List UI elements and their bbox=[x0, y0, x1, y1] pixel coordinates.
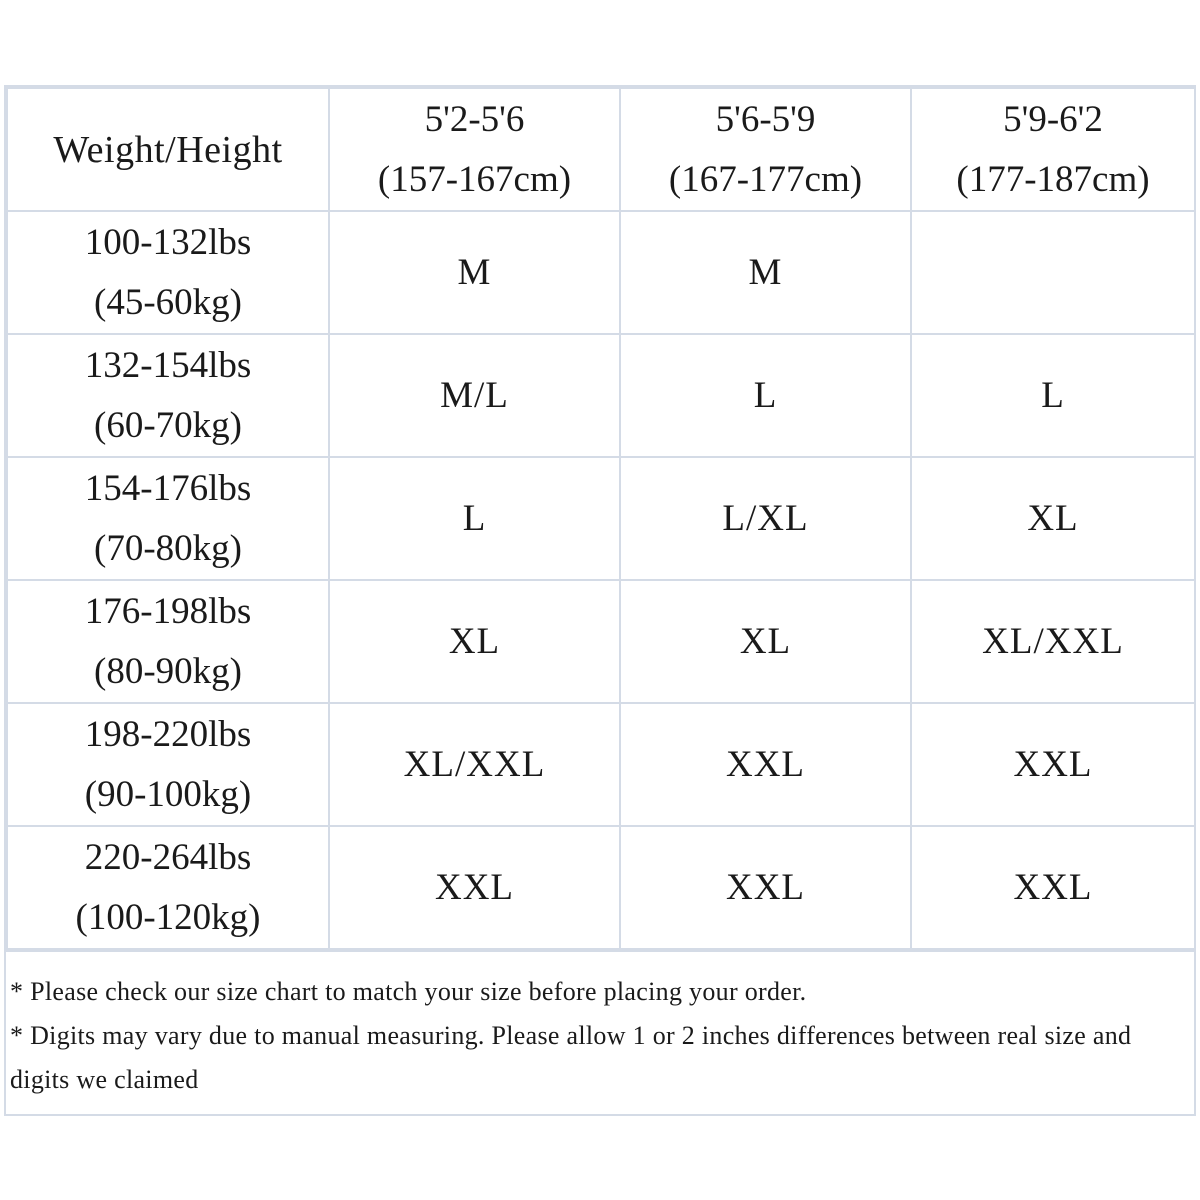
height-ft: 5'2-5'6 bbox=[424, 98, 525, 140]
size-cell: L bbox=[329, 457, 620, 580]
weight-kg: (45-60kg) bbox=[94, 281, 242, 323]
weight-lbs: 154-176lbs bbox=[84, 467, 252, 509]
weight-kg: (70-80kg) bbox=[94, 527, 242, 569]
size-cell: M bbox=[620, 211, 911, 334]
note-measurement: * Digits may vary due to manual measuring. Please allow 1 or 2 inches differences between real size and digits we claimed bbox=[10, 1021, 1132, 1094]
size-cell: XXL bbox=[329, 826, 620, 949]
table-row bbox=[7, 826, 1195, 949]
row-header bbox=[7, 703, 329, 826]
size-cell: XXL bbox=[911, 703, 1195, 826]
row-header bbox=[7, 334, 329, 457]
weight-lbs: 176-198lbs bbox=[84, 590, 252, 632]
weight-kg: (60-70kg) bbox=[94, 404, 242, 446]
size-cell: XXL bbox=[911, 826, 1195, 949]
weight-lbs: 198-220lbs bbox=[84, 713, 252, 755]
size-cell: XL bbox=[911, 457, 1195, 580]
height-cm: (177-187cm) bbox=[956, 158, 1150, 200]
column-header bbox=[620, 88, 911, 211]
size-cell: XL/XXL bbox=[329, 703, 620, 826]
table-row bbox=[7, 457, 1195, 580]
size-cell bbox=[911, 211, 1195, 334]
size-cell: XXL bbox=[620, 826, 911, 949]
table-row bbox=[7, 703, 1195, 826]
weight-lbs: 100-132lbs bbox=[84, 221, 252, 263]
weight-kg: (100-120kg) bbox=[75, 896, 261, 938]
weight-lbs: 132-154lbs bbox=[84, 344, 252, 386]
size-table bbox=[6, 87, 1196, 950]
size-cell: L/XL bbox=[620, 457, 911, 580]
size-cell: M/L bbox=[329, 334, 620, 457]
size-cell: XL bbox=[620, 580, 911, 703]
size-cell: L bbox=[911, 334, 1195, 457]
notes bbox=[6, 950, 1194, 1114]
size-cell: XL bbox=[329, 580, 620, 703]
size-cell: M bbox=[329, 211, 620, 334]
weight-kg: (80-90kg) bbox=[94, 650, 242, 692]
row-header bbox=[7, 826, 329, 949]
header-row bbox=[7, 88, 1195, 211]
height-cm: (157-167cm) bbox=[377, 158, 572, 200]
weight-kg: (90-100kg) bbox=[84, 773, 252, 815]
corner-label: Weight/Height bbox=[7, 88, 329, 211]
size-chart bbox=[4, 85, 1196, 1116]
table-row bbox=[7, 334, 1195, 457]
height-ft: 5'6-5'9 bbox=[715, 98, 816, 140]
size-cell: L bbox=[620, 334, 911, 457]
note-size-check: * Please check our size chart to match your size before placing your order. bbox=[10, 977, 807, 1006]
row-header bbox=[7, 457, 329, 580]
table-row bbox=[7, 211, 1195, 334]
height-cm: (167-177cm) bbox=[668, 158, 863, 200]
column-header bbox=[329, 88, 620, 211]
size-cell: XXL bbox=[620, 703, 911, 826]
row-header bbox=[7, 580, 329, 703]
column-header bbox=[911, 88, 1195, 211]
size-cell: XL/XXL bbox=[911, 580, 1195, 703]
height-ft: 5'9-6'2 bbox=[1003, 98, 1103, 140]
row-header bbox=[7, 211, 329, 334]
weight-lbs: 220-264lbs bbox=[84, 836, 252, 878]
table-row bbox=[7, 580, 1195, 703]
